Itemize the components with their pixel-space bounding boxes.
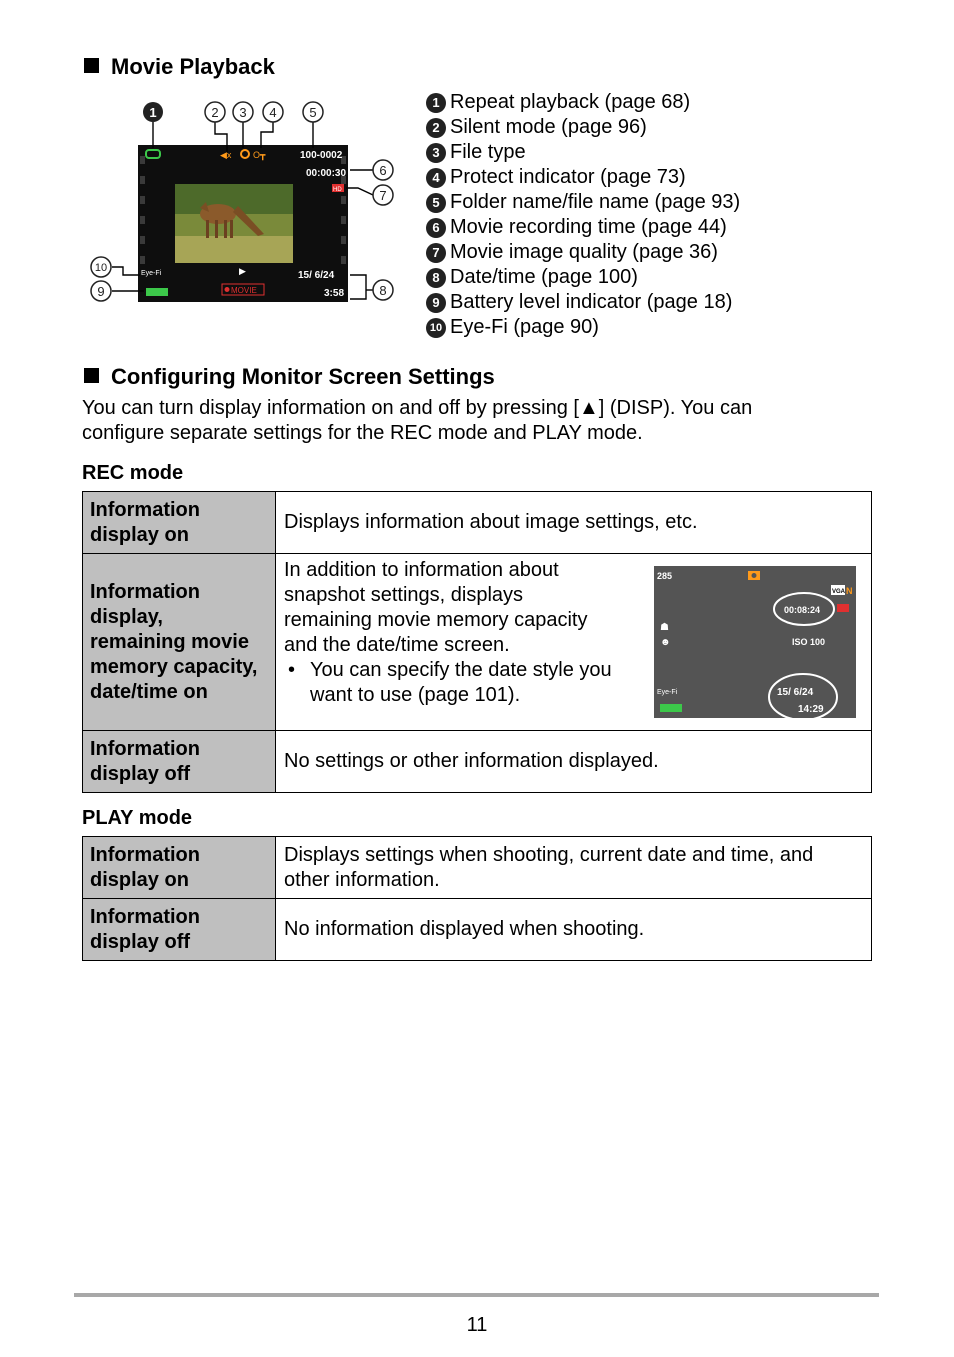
svg-text:5: 5: [309, 105, 317, 120]
callout-marker-9: [91, 281, 111, 301]
battery-icon: [660, 704, 682, 712]
rec-quality-suffix: N: [846, 586, 853, 596]
callout-item: 1 Repeat playback (page 68): [426, 90, 740, 115]
face-icon: ☻: [660, 637, 671, 648]
rec-date: 15/ 6/24: [777, 687, 814, 698]
table-row: [83, 899, 872, 961]
protect-key-icon: O┳: [253, 150, 266, 160]
callout-item: 7 Movie image quality (page 36): [426, 240, 740, 265]
callout-marker-1: [143, 102, 163, 122]
rec-time: 14:29: [798, 704, 824, 715]
table-row: [83, 837, 872, 899]
screen-play-symbol: ▶: [239, 266, 246, 276]
rec-mode-table: [82, 491, 872, 793]
screen-date: 15/ 6/24: [298, 270, 335, 281]
battery-level-icon: [146, 288, 168, 296]
callout-number-badge: 7: [426, 243, 446, 263]
svg-text:7: 7: [379, 188, 387, 203]
callout-item: 5 Folder name/file name (page 93): [426, 190, 740, 215]
callout-item: 9 Battery level indicator (page 18): [426, 290, 740, 315]
callout-number-badge: 10: [426, 318, 446, 338]
table-desc-cell: In addition to information about snapshot settings, displays remaining movie memory capacity and the date/time screen. • You can specify the date style you want to use (page 101). 285 VGA N 00:08:24 ☗ ☻ ISO 100 Eye-Fi 15/ 6/24 14:29: [276, 554, 872, 731]
svg-text:9: 9: [97, 284, 105, 299]
callout-number-badge: 5: [426, 193, 446, 213]
callout-number-badge: 2: [426, 118, 446, 138]
callout-item: 4 Protect indicator (page 73): [426, 165, 740, 190]
rec-iso: ISO 100: [792, 637, 826, 647]
callout-number-badge: 3: [426, 143, 446, 163]
table-label-cell: Information display off: [83, 899, 276, 961]
movie-playback-heading: Movie Playback: [84, 54, 275, 80]
callout-item: 8 Date/time (page 100): [426, 265, 740, 290]
screen-recording-time: 00:00:30: [306, 168, 347, 179]
callout-item: 2 Silent mode (page 96): [426, 115, 740, 140]
table-label-cell: Information display off: [83, 731, 276, 793]
callout-number-badge: 8: [426, 268, 446, 288]
callout-legend: [426, 90, 740, 340]
rec-screen-image: [654, 566, 856, 718]
play-mode-heading: PLAY mode: [82, 807, 193, 829]
footer-divider: [74, 1293, 879, 1297]
deer-photo: [175, 184, 293, 263]
screen-time: 3:58: [324, 288, 345, 299]
callout-marker-3: [233, 102, 253, 122]
rec-remaining-time: 00:08:24: [784, 605, 821, 615]
svg-text:3: 3: [239, 105, 247, 120]
svg-text:2: 2: [211, 105, 219, 120]
svg-text:8: 8: [379, 283, 387, 298]
callout-number-badge: 4: [426, 168, 446, 188]
monitor-settings-heading: Configuring Monitor Screen Settings: [84, 364, 495, 390]
rec-mode-heading: REC mode: [82, 462, 184, 484]
callout-number-badge: 9: [426, 293, 446, 313]
svg-text:1: 1: [149, 105, 157, 120]
page-number: 11: [466, 1314, 488, 1336]
bullet-note: • You can specify the date style you want to use (page 101).: [288, 659, 612, 706]
callout-item: 10 Eye-Fi (page 90): [426, 315, 740, 340]
table-label-cell: Information display on: [83, 837, 276, 899]
screen-quality-badge: HD: [333, 187, 342, 193]
callout-marker-5: [303, 102, 323, 122]
callout-item: 6 Movie recording time (page 44): [426, 215, 740, 240]
square-bullet-icon: [84, 58, 99, 73]
callout-number-badge: 6: [426, 218, 446, 238]
screen-eyefi: Eye-Fi: [141, 270, 162, 277]
svg-text:4: 4: [269, 105, 277, 120]
callout-marker-10: [91, 257, 111, 277]
callout-marker-6: [373, 160, 393, 180]
play-mode-table: [82, 836, 872, 961]
callout-marker-4: [263, 102, 283, 122]
screen-movie-label: MOVIE: [231, 286, 257, 295]
table-row: [83, 554, 872, 731]
table-row: [83, 731, 872, 793]
callout-number-badge: 1: [426, 93, 446, 113]
flash-icon: ☗: [660, 622, 669, 633]
table-desc-cell: No settings or other information displayed.: [276, 731, 872, 793]
callout-item: 3 File type: [426, 140, 740, 165]
square-bullet-icon: [84, 368, 99, 383]
callout-marker-8: [373, 280, 393, 300]
svg-text:6: 6: [379, 163, 387, 178]
rec-quality: VGA: [832, 589, 846, 595]
callout-marker-7: [373, 185, 393, 205]
rec-shots-remaining: 285: [657, 571, 673, 581]
table-desc-cell: Displays settings when shooting, current date and time, and other information.: [276, 837, 872, 899]
table-label-cell: Information display on: [83, 492, 276, 554]
rec-eyefi: Eye-Fi: [657, 689, 678, 696]
table-desc-cell: No information displayed when shooting.: [276, 899, 872, 961]
table-desc-cell: Displays information about image settings, etc.: [276, 492, 872, 554]
screen-folder-file: 100-0002: [300, 150, 343, 161]
table-row: [83, 492, 872, 554]
svg-text:10: 10: [94, 262, 108, 274]
table-label-cell: Information display, remaining movie memory capacity, date/time on: [83, 554, 276, 731]
callout-marker-2: [205, 102, 225, 122]
silent-mode-icon: ◀x: [220, 150, 232, 160]
monitor-settings-intro: You can turn display information on and off by pressing [▲] (DISP). You can configure separate settings for the REC mode and PLAY mode.: [82, 397, 753, 444]
movie-playback-figure: [88, 96, 408, 311]
